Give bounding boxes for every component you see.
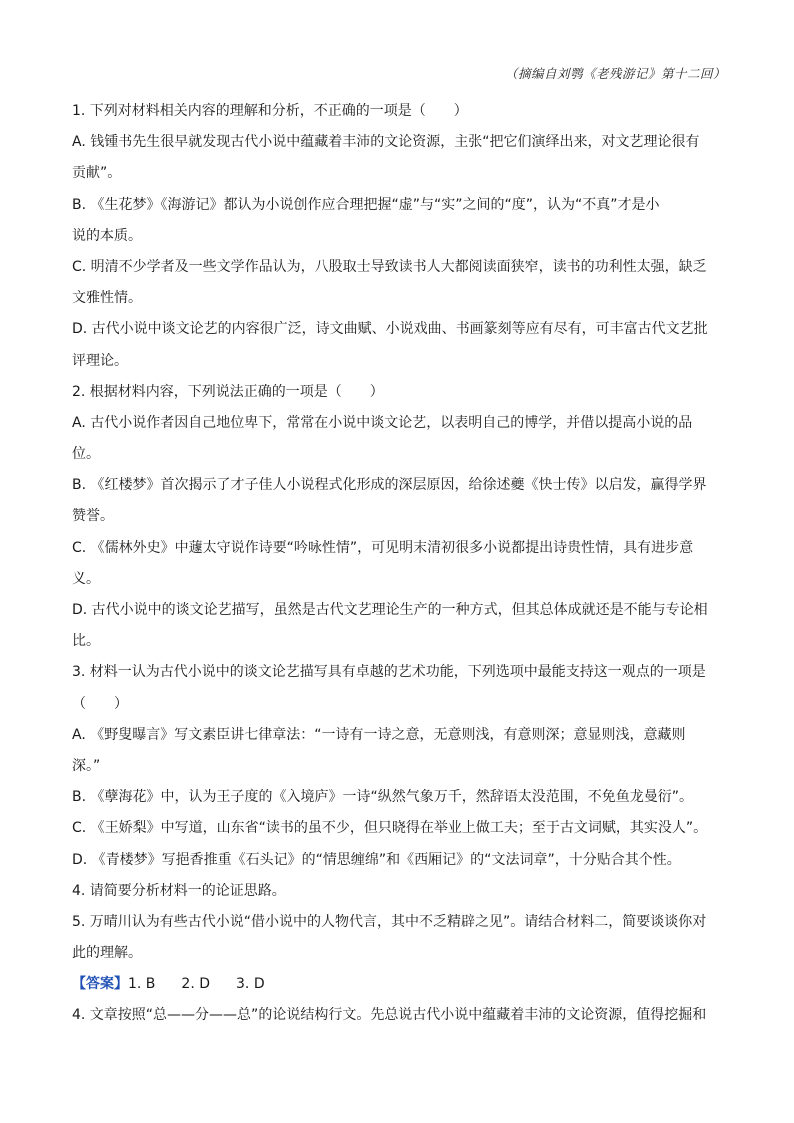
- source-note: （摘编自刘鹗《老残游记》第十二回）: [504, 66, 726, 81]
- question-content: [72, 96, 732, 1032]
- text-line: 位。: [72, 446, 100, 463]
- text-line: C. 明清不少学者及一些文学作品认为，八股取士导致读书人大都阅读面狭窄，读书的功利性太强，缺乏: [72, 258, 707, 275]
- answer-item: 1. B: [128, 976, 156, 993]
- text-line: 1. 下列对材料相关内容的理解和分析，不正确的一项是（ ）: [72, 103, 468, 119]
- text-line: 深。”: [72, 757, 101, 774]
- text-line: 5. 万晴川认为有些古代小说“借小说中的人物代言，其中不乏精辟之见”。请结合材料二，简要谈谈你对: [72, 913, 707, 930]
- text-line: A. 古代小说作者因自己地位卑下，常常在小说中谈文论艺，以表明自己的博学，并借以提高小说的品: [72, 414, 693, 431]
- text-line: 4. 请简要分析材料一的论证思路。: [72, 882, 286, 899]
- text-line: B. 《红楼梦》首次揭示了才子佳人小说程式化形成的深层原因，给徐述夔《快士传》以启发，赢得学界: [72, 477, 707, 494]
- text-line: 此的理解。: [72, 945, 142, 962]
- answer-item: 3. D: [236, 976, 265, 993]
- text-line: D. 古代小说中谈文论艺的内容很广泛，诗文曲赋、小说戏曲、书画篆刻等应有尽有，可丰富古代文艺批: [72, 321, 708, 338]
- question-lines: [72, 96, 732, 969]
- text-line: C. 《王娇梨》中写道，山东省“读书的虽不少，但只晓得在举业上做工夫；至于古文词赋，其实没人”。: [72, 820, 708, 837]
- text-line: 赞誉。: [72, 508, 114, 525]
- text-line: （ ）: [72, 695, 128, 712]
- answer-explanation-line: 4. 文章按照“总——分——总”的论说结构行文。先总说古代小说中蕴藏着丰沛的文论资源，值得挖掘和: [72, 1007, 707, 1024]
- text-line: A. 《野叟曝言》写文素臣讲七律章法：“一诗有一诗之意，无意则浅，有意则深；意显则浅，意藏则: [72, 726, 686, 743]
- text-line: B. 《孽海花》中，认为王子度的《入境庐》一诗“纵然气象万千，然辞语太没范围，不免鱼龙曼衍”。: [72, 789, 694, 806]
- text-line: 义。: [72, 570, 100, 587]
- answer-label: 【答案】: [72, 976, 128, 993]
- text-line: B. 《生花梦》《海游记》都认为小说创作应合理把握“虚”与“实”之间的“度”，认为“不真”才是小: [72, 196, 660, 213]
- text-line: A. 钱锺书先生很早就发现古代小说中蕴藏着丰沛的文论资源，主张“把它们演绎出来，对文艺理论很有: [72, 134, 700, 151]
- text-line: 比。: [72, 633, 100, 650]
- text-line: 文雅性情。: [72, 290, 142, 307]
- text-line: 说的本质。: [72, 227, 142, 244]
- text-line: C. 《儒林外史》中蘧太守说作诗要“吟咏性情”，可见明末清初很多小说都提出诗贵性情，具有进步意: [72, 539, 694, 556]
- text-line: 3. 材料一认为古代小说中的谈文论艺描写具有卓越的艺术功能，下列选项中最能支持这一观点的一项是: [72, 664, 706, 681]
- answer-row: [72, 969, 732, 1000]
- text-line: 2. 根据材料内容，下列说法正确的一项是（ ）: [72, 383, 384, 400]
- text-line: 贡献”。: [72, 165, 122, 182]
- text-line: D. 古代小说中的谈文论艺描写，虽然是古代文艺理论生产的一种方式，但其总体成就还是不能与专论相: [72, 602, 708, 618]
- text-line: 评理论。: [72, 352, 128, 369]
- text-line: D. 《青楼梦》写挹香推重《石头记》的“情思缠绵”和《西厢记》的“文法词章”，十分贴合其个性。: [72, 851, 681, 868]
- answer-item: 2. D: [181, 976, 211, 993]
